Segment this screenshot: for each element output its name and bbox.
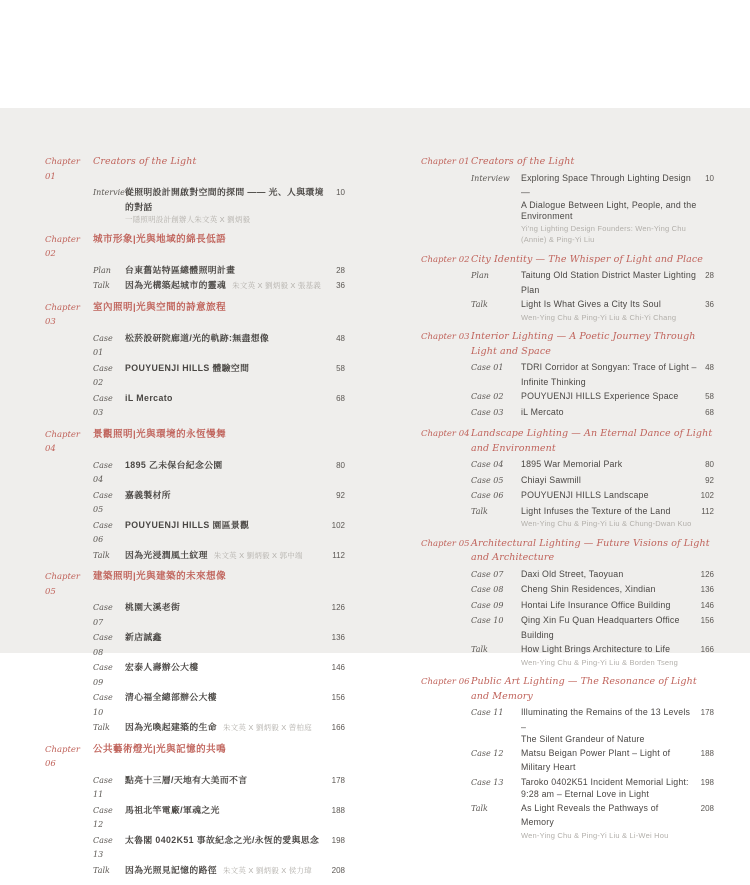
entry-type-label: Case 11 — [471, 708, 504, 717]
toc-page — [0, 108, 750, 875]
entry-page-number: 156 — [331, 693, 345, 702]
entry-page-number: 198 — [700, 777, 714, 787]
entry-page-number: 208 — [331, 865, 345, 875]
chapter-number-label: Chapter 04 — [421, 429, 470, 439]
entry-title: 因為光喚起建築的生命 朱文英 X 劉炳毅 X 曾柏庭 — [125, 722, 312, 732]
entry-body — [125, 660, 324, 675]
entry-body — [521, 488, 693, 503]
entry-title: 嘉義製材所 — [125, 489, 171, 500]
chapter-number-label: Chapter 01 — [421, 157, 470, 167]
entry-page-number: 58 — [336, 363, 345, 373]
toc-row — [45, 720, 345, 736]
entry-credit: 朱文英 X 劉炳毅 X 郭中端 — [213, 550, 303, 560]
entry-page-number: 188 — [331, 805, 345, 815]
entry-type-label: Talk — [93, 550, 110, 560]
chapter-title: Landscape Lighting — An Eternal Dance of Light and Environment — [471, 428, 713, 454]
entry-credit: 朱文英 X 劉炳毅 X 侯力瑋 — [222, 865, 312, 875]
chapter-title: 建築照明|光與建築的未來想像 — [93, 571, 227, 582]
entry-type-label: Talk — [93, 723, 110, 732]
toc-column-chinese — [45, 155, 345, 885]
entry-credit: 朱文英 X 劉炳毅 X 張基義 — [232, 281, 322, 290]
entry-title: As Light Reveals the Pathways of Memory — [521, 802, 659, 827]
entry-title: POUYUENJI HILLS Landscape — [521, 490, 649, 500]
entry-page-number: 10 — [705, 173, 714, 183]
chapter-number-label: Chapter 03 — [45, 302, 80, 327]
entry-type-label: Case 09 — [93, 663, 113, 687]
toc-row — [421, 297, 714, 323]
chapter-heading — [421, 537, 714, 566]
entry-title: Hontai Life Insurance Office Building — [521, 599, 671, 610]
toc-row — [421, 457, 714, 473]
entry-title: Illuminating the Remains of the 13 Levels – — [521, 707, 691, 732]
entry-title-line2: A Dialogue Between Light, People, and the Environment — [521, 199, 697, 221]
toc-row — [421, 405, 714, 421]
entry-page-number: 48 — [336, 333, 345, 343]
entry-body — [125, 263, 328, 278]
entry-type-label: Case 03 — [471, 407, 504, 417]
entry-title: Chiayi Sawmill — [521, 474, 581, 485]
entry-title: Exploring Space Through Lighting Design — — [521, 172, 691, 197]
entry-body — [521, 582, 693, 597]
entry-body — [521, 598, 693, 613]
chapter-heading — [45, 233, 345, 262]
chapter-title: Interior Lighting — A Poetic Journey Through Light and Space — [471, 331, 696, 357]
entry-body — [521, 613, 693, 642]
chapter-heading — [421, 427, 714, 456]
chapter-block — [45, 428, 345, 564]
entry-type-label: Plan — [93, 265, 111, 275]
entry-title: Cheng Shin Residences, Xindian — [521, 584, 656, 594]
toc-row — [421, 598, 714, 614]
entry-type-label: Interview — [471, 173, 510, 183]
entry-page-number: 126 — [700, 569, 714, 579]
entry-type-label: Case 01 — [471, 363, 504, 372]
chapter-block — [45, 301, 345, 421]
toc-row — [421, 473, 714, 489]
toc-row — [45, 690, 345, 720]
toc-row — [421, 801, 714, 842]
entry-body — [521, 457, 697, 472]
chapter-title: Creators of the Light — [93, 156, 197, 167]
chapter-number-label: Chapter 02 — [45, 234, 80, 259]
entry-page-number: 28 — [336, 265, 345, 275]
entry-credit: Wen-Ying Chu & Ping-Yi Liu & Chung-Dwan Kuo — [521, 519, 692, 528]
toc-row — [45, 600, 345, 630]
entry-credit: 朱文英 X 劉炳毅 X 曾柏庭 — [222, 723, 312, 732]
chapter-heading — [421, 155, 714, 170]
entry-page-number: 92 — [705, 475, 714, 485]
toc-row — [421, 488, 714, 504]
entry-page-number: 146 — [331, 663, 345, 672]
entry-body — [125, 600, 324, 615]
entry-title: 桃園大溪老街 — [125, 602, 181, 612]
entry-type-label: Talk — [471, 803, 488, 813]
entry-page-number: 36 — [336, 281, 345, 290]
entry-page-number: 208 — [700, 803, 714, 813]
entry-page-number: 112 — [701, 506, 714, 516]
entry-page-number: 102 — [700, 491, 714, 500]
entry-page-number: 178 — [331, 775, 345, 785]
chapter-number-label: Chapter 02 — [421, 254, 470, 265]
entry-body — [521, 389, 697, 404]
entry-title: Taroko 0402K51 Incident Memorial Light: — [521, 776, 689, 787]
entry-page-number: 48 — [705, 363, 714, 372]
chapter-heading — [421, 675, 714, 704]
entry-body — [521, 297, 697, 323]
entry-type-label: Case 05 — [93, 490, 113, 514]
entry-title: 因為光構築起城市的靈魂 朱文英 X 劉炳毅 X 張基義 — [125, 280, 322, 290]
entry-body — [521, 268, 697, 297]
chapter-block — [421, 537, 714, 669]
toc-row — [421, 389, 714, 405]
entry-title: 從照明設計開啟對空間的探問 —— 光、人與環境的對話 — [125, 187, 324, 212]
entry-body — [125, 630, 324, 645]
chapter-title: Architectural Lighting — Future Visions of Light and Architecture — [471, 537, 710, 563]
entry-page-number: 146 — [700, 600, 714, 610]
entry-title-line2: 9:28 am – Eternal Love in Light — [521, 789, 649, 799]
entry-title: Daxi Old Street, Taoyuan — [521, 568, 624, 579]
chapter-title: Public Art Lighting — The Resonance of Light and Memory — [471, 676, 697, 702]
entry-page-number: 126 — [331, 603, 345, 612]
chapter-number-label: Chapter 05 — [45, 572, 80, 597]
entry-title: 宏泰人壽辦公大樓 — [125, 662, 199, 672]
entry-type-label: Case 06 — [471, 491, 504, 500]
toc-row — [45, 361, 345, 391]
entry-type-label: Talk — [93, 865, 110, 875]
chapter-title: 城市形象|光與地域的綿長低語 — [93, 233, 227, 245]
toc-row — [45, 278, 345, 294]
chapter-number-label: Chapter 05 — [421, 538, 470, 549]
entry-type-label: Case 08 — [471, 585, 504, 594]
chapter-title: 公共藝術燈光|光與記憶的共鳴 — [93, 743, 227, 755]
chapter-heading — [45, 428, 345, 457]
entry-title: iL Mercato — [125, 392, 173, 403]
entry-type-label: Case 07 — [93, 603, 113, 627]
entry-title: TDRI Corridor at Songyan: Trace of Light – Infinite Thinking — [521, 362, 697, 387]
entry-body — [521, 171, 697, 246]
entry-title: POUYUENJI HILLS 體驗空間 — [125, 362, 250, 373]
entry-body — [125, 278, 328, 294]
entry-type-label: Case 12 — [471, 748, 504, 758]
toc-row — [421, 504, 714, 530]
entry-page-number: 198 — [331, 835, 345, 845]
entry-body — [125, 185, 328, 226]
chapter-block — [45, 233, 345, 294]
toc-row — [421, 567, 714, 583]
entry-title: 1895 War Memorial Park — [521, 459, 623, 469]
entry-page-number: 68 — [336, 393, 345, 403]
chapter-block — [421, 155, 714, 246]
entry-type-label: Talk — [471, 506, 488, 516]
entry-title: 松菸設研院廊道/光的軌跡:無盡想像 — [125, 332, 270, 343]
toc-row — [421, 613, 714, 642]
toc-row — [421, 171, 714, 246]
entry-title: Light Infuses the Texture of the Land — [521, 505, 671, 516]
entry-body — [521, 567, 693, 582]
chapter-block — [421, 330, 714, 420]
entry-body — [521, 360, 697, 389]
toc-row — [45, 331, 345, 361]
entry-body — [521, 642, 693, 668]
entry-page-number: 102 — [331, 520, 345, 530]
toc-row — [45, 263, 345, 279]
entry-title: Light Is What Gives a City Its Soul — [521, 299, 661, 309]
toc-row — [421, 642, 714, 668]
entry-body — [125, 863, 324, 879]
chapter-number-label: Chapter 04 — [45, 429, 80, 454]
entry-page-number: 136 — [700, 585, 714, 594]
entry-title: 台東舊站特區總體照明計畫 — [125, 264, 236, 275]
entry-type-label: Case 10 — [471, 616, 504, 625]
chapter-heading — [45, 301, 345, 330]
entry-type-label: Case 06 — [93, 520, 113, 544]
entry-page-number: 188 — [700, 748, 714, 758]
entry-body — [521, 705, 693, 746]
entry-title: Taitung Old Station District Master Lighting Plan — [521, 270, 697, 295]
entry-body — [125, 361, 328, 376]
entry-title: 新店誠鑫 — [125, 632, 162, 642]
entry-credit: Wen-Ying Chu & Ping-Yi Liu & Chi-Yi Chang — [521, 312, 677, 322]
toc-row — [45, 518, 345, 548]
entry-type-label: Case 04 — [93, 460, 113, 484]
toc-row — [45, 833, 345, 863]
toc-column-english — [421, 155, 714, 848]
entry-credit: Yi'ng Lighting Design Founders: Wen-Ying Chu (Annie) & Ping-Yi Liu — [521, 223, 687, 244]
chapter-heading — [45, 155, 345, 184]
entry-type-label: Case 11 — [93, 775, 113, 799]
chapter-heading — [45, 570, 345, 599]
entry-body — [125, 391, 328, 406]
entry-type-label: Case 10 — [93, 693, 113, 717]
entry-page-number: 80 — [705, 460, 714, 469]
entry-body — [125, 458, 328, 473]
entry-page-number: 36 — [705, 300, 714, 309]
chapter-number-label: Chapter 06 — [45, 744, 80, 769]
chapter-title: Creators of the Light — [471, 156, 575, 167]
entry-body — [125, 833, 324, 848]
entry-type-label: Interview — [93, 188, 132, 197]
entry-title: POUYUENJI HILLS Experience Space — [521, 391, 679, 401]
entry-body — [521, 775, 693, 801]
chapter-block — [421, 427, 714, 530]
entry-title: Matsu Beigan Power Plant – Light of Military Heart — [521, 747, 671, 772]
chapter-number-label: Chapter 06 — [421, 677, 470, 687]
entry-type-label: Case 13 — [471, 777, 504, 787]
chapter-title: 室內照明|光與空間的詩意旅程 — [93, 301, 227, 313]
chapter-number-label: Chapter 01 — [45, 157, 80, 182]
entry-type-label: Case 04 — [471, 460, 504, 469]
toc-row — [45, 773, 345, 803]
toc-row — [45, 863, 345, 879]
entry-title: How Light Brings Architecture to Life — [521, 644, 671, 654]
entry-body — [521, 801, 693, 842]
entry-page-number: 166 — [700, 645, 714, 654]
entry-body — [521, 504, 693, 530]
entry-title: 1895 乙未保台紀念公園 — [125, 459, 223, 470]
toc-row — [421, 705, 714, 746]
chapter-heading — [421, 330, 714, 359]
chapter-title: City Identity — The Whisper of Light and Place — [471, 253, 703, 265]
entry-title: 因為光照見記憶的路徑 朱文英 X 劉炳毅 X 侯力瑋 — [125, 864, 312, 875]
chapter-block — [421, 675, 714, 841]
toc-row — [421, 582, 714, 598]
entry-type-label: Case 01 — [93, 333, 113, 357]
entry-body — [125, 518, 324, 533]
entry-type-label: Case 02 — [471, 392, 504, 401]
entry-type-label: Talk — [93, 281, 110, 290]
entry-type-label: Case 13 — [93, 835, 113, 859]
entry-type-label: Case 12 — [93, 805, 113, 829]
entry-page-number: 92 — [336, 490, 345, 500]
entry-title-line2: The Silent Grandeur of Nature — [521, 734, 645, 744]
entry-body — [125, 690, 324, 705]
toc-row — [45, 391, 345, 421]
entry-type-label: Talk — [471, 300, 488, 309]
entry-page-number: 178 — [700, 708, 714, 717]
entry-page-number: 136 — [331, 633, 345, 642]
toc-row — [45, 548, 345, 564]
toc-row — [421, 268, 714, 297]
chapter-block — [45, 570, 345, 736]
toc-row — [421, 360, 714, 389]
entry-type-label: Case 09 — [471, 600, 504, 610]
toc-row — [45, 630, 345, 660]
entry-page-number: 28 — [705, 271, 714, 280]
entry-body — [521, 405, 697, 420]
entry-credit: Wen-Ying Chu & Ping-Yi Liu & Li-Wei Hou — [521, 830, 669, 840]
entry-body — [125, 720, 324, 736]
toc-row — [421, 775, 714, 801]
toc-row — [45, 458, 345, 488]
entry-body — [125, 803, 324, 818]
entry-body — [125, 773, 324, 788]
entry-title: 太魯閣 0402K51 事故紀念之光/永恆的愛與思念 — [125, 834, 320, 845]
chapter-block — [45, 155, 345, 226]
chapter-heading — [421, 253, 714, 268]
entry-body — [521, 473, 697, 488]
chapter-number-label: Chapter 03 — [421, 332, 470, 342]
entry-credit: Wen-Ying Chu & Ping-Yi Liu & Borden Tseng — [521, 657, 679, 667]
chapter-block — [421, 253, 714, 324]
entry-title: 因為光浸潤風土紋理 朱文英 X 劉炳毅 X 郭中端 — [125, 549, 303, 560]
entry-credit: 一隱照明設計創辦人朱文英 X 劉炳毅 — [125, 215, 251, 224]
toc-row — [45, 803, 345, 833]
entry-title: Qing Xin Fu Quan Headquarters Office Building — [521, 615, 680, 640]
entry-title: POUYUENJI HILLS 園區景觀 — [125, 519, 250, 530]
entry-title: 清心福全總部辦公大樓 — [125, 692, 217, 702]
entry-page-number: 80 — [336, 460, 345, 470]
chapter-title: 景觀照明|光與環境的永恆慢舞 — [93, 428, 227, 440]
entry-title: iL Mercato — [521, 406, 564, 417]
chapter-block — [45, 743, 345, 879]
toc-row — [45, 660, 345, 690]
entry-page-number: 166 — [331, 723, 345, 732]
entry-page-number: 156 — [700, 616, 714, 625]
entry-type-label: Case 05 — [471, 475, 504, 485]
entry-type-label: Case 08 — [93, 633, 113, 657]
entry-type-label: Talk — [471, 645, 488, 654]
chapter-heading — [45, 743, 345, 772]
entry-body — [125, 488, 328, 503]
entry-type-label: Plan — [471, 271, 489, 280]
toc-row — [45, 488, 345, 518]
toc-row — [45, 185, 345, 226]
entry-page-number: 10 — [336, 188, 345, 197]
entry-body — [125, 548, 324, 564]
entry-page-number: 58 — [705, 392, 714, 401]
entry-title: 點亮十三層/天地有大美而不言 — [125, 774, 248, 785]
entry-body — [125, 331, 328, 346]
entry-type-label: Case 02 — [93, 363, 113, 387]
entry-title: 馬祖北竿電廠/軍魂之光 — [125, 804, 220, 815]
entry-type-label: Case 07 — [471, 569, 504, 579]
entry-page-number: 112 — [332, 550, 345, 560]
entry-type-label: Case 03 — [93, 393, 113, 417]
entry-page-number: 68 — [705, 407, 714, 417]
